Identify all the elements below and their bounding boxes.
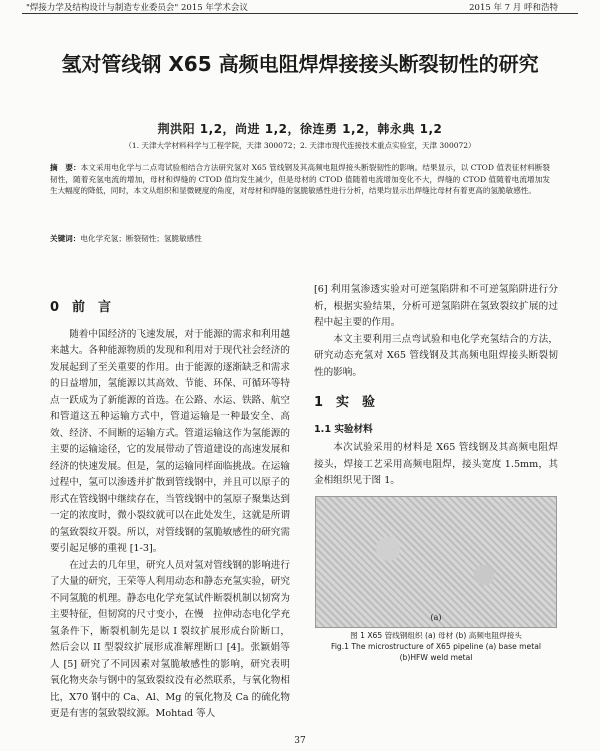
intro-paragraph-1: 随着中国经济的飞速发展，对于能源的需求和利用越来越大。各种能源物质的发现和利用对于现代社会经济的发展起到了至关重要的作用。由于能源的逐渐缺乏和需求的日益增加，氢能源以其高效、节能、环保、可循环等特点一跃成为了新能源的首选。在公路、水运、铁路、航空和管道这五种运输方式中，管道运输是一种最安全、高效、经济、不间断的运输方式。管道运输这作为氢能源的主要的运输途径，它的发展带动了管道建设的高速发展和经济的快速发展。但是，氢的运输同样面临挑战。在运输过程中，氢可以渗透并扩散到管线钢中，并且可以原子的形式在管线钢中继续存在，当管线钢中的氢原子聚集达到一定的浓度时，微小裂纹就可以在此处发生，这就是所谓的氢致裂纹开裂。所以，对管线钢的氢脆敏感性的研究需要引起足够的重视 [1-3]。: [50, 328, 290, 554]
microstructure-figure: [315, 496, 557, 628]
section-1-1-heading: 1.1 实验材料: [314, 423, 373, 435]
page-number: 37: [294, 736, 306, 746]
figure-caption-cn: 图 1 X65 管线钢组织 (a) 母材 (b) 高频电阻焊接头: [350, 630, 522, 640]
header-rule: [22, 13, 578, 14]
figure-caption-en-2: (b)HFW weld metal: [399, 652, 473, 662]
abstract-text: 本文采用电化学与二点弯试验相结合方法研究氢对 X65 管线钢及其高频电阻焊接头断裂韧性的影响。结果显示，以 CTOD 值表征材料断裂韧性，随着充氢电流的增加，母材和焊缝的 CTOD 值均发生减少，但是母材的 CTOD 值随着电流增加变化不大，焊缝的 CTOD 值随着电流增加发生大幅度的降低，同时，本文从组织和显微硬度的角度，对母材和焊缝的氢脆敏感性进行分析，结果均显示出焊缝比母材有着更高的氢脆敏感性。: [50, 163, 550, 196]
running-header: [0, 0, 600, 14]
paper-title: 氢对管线钢 X65 高频电阻焊焊接接头断裂韧性的研究: [61, 52, 539, 76]
section-1-heading: 1 实 验: [314, 395, 376, 410]
header-date-place: 2015 年 7 月 呼和浩特: [469, 3, 558, 13]
intro-paragraph-2: 在过去的几年里，研究人员对氢对管线钢的影响进行了大量的研究，王荣等人利用动态和静态充氢实验，研究不同氢脆的机理。静态电化学充氢试件断裂机制以韧窝为主要特征，但韧窝的尺寸变小，在慢 拉伸动态电化学充氢条件下，断裂机制先是以 I 裂纹扩展形成台阶断口，然后会以 II 型裂纹扩展形成准解理断口 [4]。张颖娟等人 [5] 研究了不同因素对氢脆敏感性的影响，研究表明氧化物夹杂与钢中的氢致裂纹没有必然联系，与氧化物相比，X70 钢中的 Ca、Al、Mg 的氧化物及 Ca 的硫化物更是有害的氢致裂纹源。Mohtad 等人: [50, 559, 290, 719]
figure-caption: [314, 630, 558, 663]
section-0-heading: 0 前 言: [50, 300, 112, 315]
authors: 荆洪阳 1,2，尚进 1,2，徐连勇 1,2，韩永典 1,2: [157, 122, 443, 136]
abstract: [50, 162, 550, 197]
header-conference: "焊接力学及结构设计与制造专业委员会" 2015 年学术会议: [26, 3, 248, 13]
keywords: [50, 233, 550, 244]
keywords-text: 电化学充氢；断裂韧性；氢脆敏感性: [80, 234, 202, 243]
affiliation: （1. 天津大学材料科学与工程学院，天津 300072；2. 天津市现代连接技术重点实验室，天津 300072）: [124, 141, 476, 150]
figure-subcaption: (a): [430, 613, 442, 622]
intro-paragraph-4: 本文主要利用三点弯试验和电化学充氢结合的方法，研究动态充氢对 X65 管线钢及其高频电阻焊接头断裂韧性的影响。: [314, 333, 558, 378]
materials-paragraph: 本次试验采用的材料是 X65 管线钢及其高频电阻焊接头，焊接工艺采用高频电阻焊，接头宽度 1.5mm，其金相组织见于图 1。: [314, 442, 558, 486]
keywords-label: 关键词：: [50, 234, 81, 243]
right-column: [314, 282, 558, 663]
left-column: [50, 300, 290, 723]
abstract-label: 摘 要：: [50, 163, 81, 172]
figure-caption-en-1: Fig.1 The microstructure of X65 pipeline (a) base metal: [331, 641, 541, 651]
intro-paragraph-3: [6] 利用氢渗透实验对可逆氢陷阱和不可逆氢陷阱进行分析，根据实验结果，分析可逆氢陷阱在氢致裂纹扩展的过程中起主要的作用。: [314, 284, 558, 328]
